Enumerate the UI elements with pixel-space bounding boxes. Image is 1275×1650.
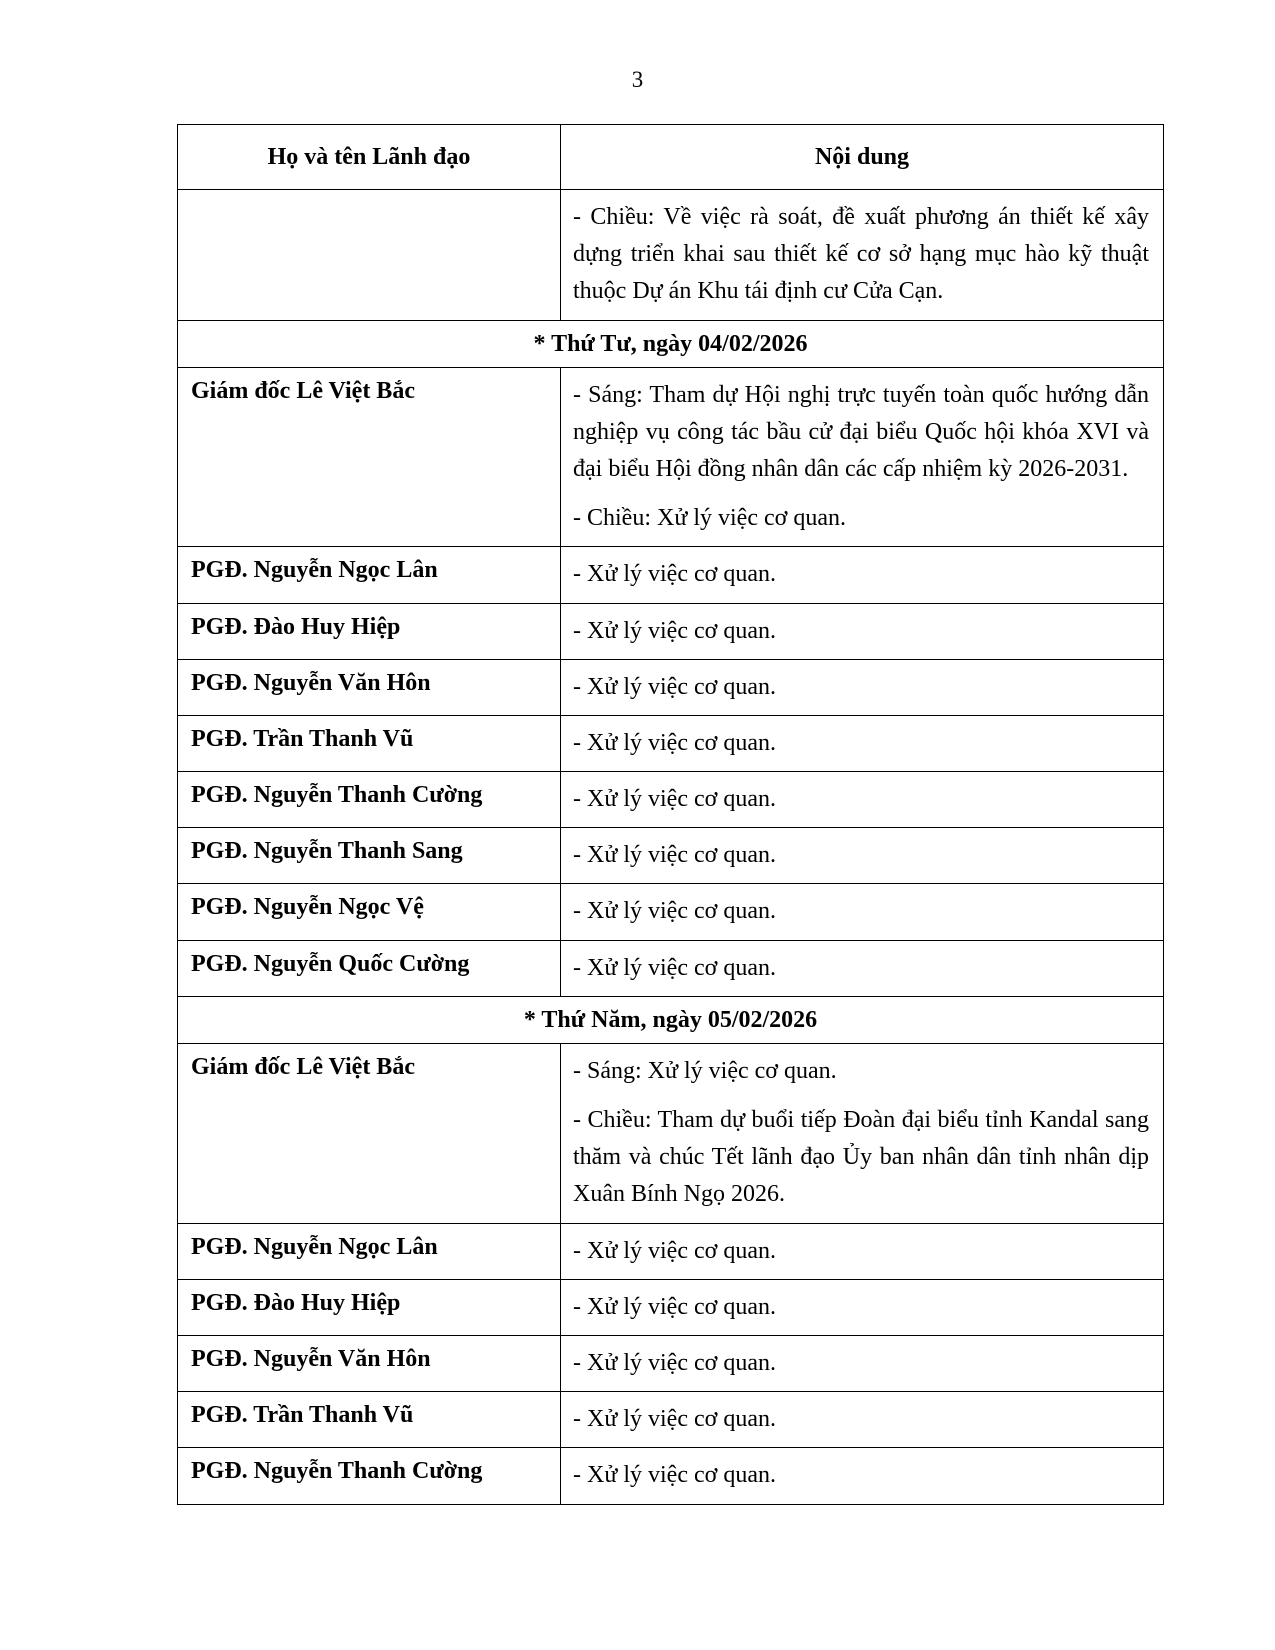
content-cell [561,940,1164,996]
schedule-table-body [178,190,1164,1505]
table-row [178,884,1164,940]
leader-name-cell: PGĐ. Nguyễn Thanh Sang [178,828,561,884]
leader-name-cell: PGĐ. Đào Huy Hiệp [178,603,561,659]
schedule-item: - Sáng: Tham dự Hội nghị trực tuyến toàn quốc hướng dẫn nghiệp vụ công tác bầu cử đại biểu Quốc hội khóa XVI và đại biểu Hội đồng nhân dân các cấp nhiệm kỳ 2026-2031. [573,381,1149,482]
content-cell [561,715,1164,771]
schedule-item: - Xử lý việc cơ quan. [573,786,776,813]
table-row [178,1448,1164,1504]
schedule-item: - Xử lý việc cơ quan. [573,842,776,869]
page-number: 3 [631,67,644,92]
schedule-item: - Xử lý việc cơ quan. [573,617,776,644]
content-cell [561,1335,1164,1391]
table-row [178,659,1164,715]
date-section-header: * Thứ Năm, ngày 05/02/2026 [178,996,1164,1043]
content-cell [561,1392,1164,1448]
schedule-item: - Chiều: Tham dự buổi tiếp Đoàn đại biểu tỉnh Kandal sang thăm và chúc Tết lãnh đạo Ủy ban nhân dân tỉnh nhân dịp Xuân Bính Ngọ 2026. [573,1107,1149,1208]
schedule-item: - Xử lý việc cơ quan. [573,1349,776,1376]
table-row [178,772,1164,828]
table-row [178,828,1164,884]
content-cell [561,1223,1164,1279]
content-cell [561,603,1164,659]
leader-name-cell: PGĐ. Nguyễn Văn Hôn [178,1335,561,1391]
schedule-item: - Xử lý việc cơ quan. [573,1237,776,1264]
table-header-row [178,125,1164,190]
table-row [178,1392,1164,1448]
table-row [178,1279,1164,1335]
content-cell [561,884,1164,940]
content-cell [561,190,1164,321]
leader-name-cell: PGĐ. Trần Thanh Vũ [178,715,561,771]
schedule-item: - Chiều: Xử lý việc cơ quan. [573,505,846,532]
schedule-item: - Xử lý việc cơ quan. [573,673,776,700]
date-section-header: * Thứ Tư, ngày 04/02/2026 [178,320,1164,367]
content-cell [561,772,1164,828]
schedule-item: - Xử lý việc cơ quan. [573,1293,776,1320]
content-cell [561,659,1164,715]
schedule-item: - Chiều: Về việc rà soát, đề xuất phương án thiết kế xây dựng triển khai sau thiết kế cơ sở hạng mục hào kỹ thuật thuộc Dự án Khu tái định cư Cửa Cạn. [573,204,1149,305]
schedule-table [177,124,1164,1505]
leader-name-cell: Giám đốc Lê Việt Bắc [178,1043,561,1223]
schedule-item: - Xử lý việc cơ quan. [573,954,776,981]
table-row [178,940,1164,996]
content-cell [561,547,1164,603]
leader-name-cell: PGĐ. Nguyễn Thanh Cường [178,1448,561,1504]
leader-name-cell: PGĐ. Nguyễn Văn Hôn [178,659,561,715]
content-cell [561,828,1164,884]
column-header-content: Nội dung [561,125,1164,190]
column-header-leader-name: Họ và tên Lãnh đạo [178,125,561,190]
schedule-item: - Sáng: Xử lý việc cơ quan. [573,1057,837,1084]
schedule-item: - Xử lý việc cơ quan. [573,561,776,588]
leader-name-cell: Giám đốc Lê Việt Bắc [178,367,561,547]
table-row [178,715,1164,771]
schedule-item: - Xử lý việc cơ quan. [573,1406,776,1433]
table-row [178,1335,1164,1391]
content-cell [561,1448,1164,1504]
schedule-item: - Xử lý việc cơ quan. [573,729,776,756]
leader-name-cell [178,190,561,321]
table-row [178,547,1164,603]
date-section-row [178,320,1164,367]
leader-name-cell: PGĐ. Đào Huy Hiệp [178,1279,561,1335]
leader-name-cell: PGĐ. Nguyễn Ngọc Vệ [178,884,561,940]
table-row [178,367,1164,547]
leader-name-cell: PGĐ. Nguyễn Ngọc Lân [178,1223,561,1279]
content-cell [561,1279,1164,1335]
date-section-row [178,996,1164,1043]
leader-name-cell: PGĐ. Nguyễn Ngọc Lân [178,547,561,603]
leader-name-cell: PGĐ. Nguyễn Quốc Cường [178,940,561,996]
leader-name-cell: PGĐ. Nguyễn Thanh Cường [178,772,561,828]
content-cell [561,367,1164,547]
table-row [178,603,1164,659]
schedule-item: - Xử lý việc cơ quan. [573,898,776,925]
table-row [178,190,1164,321]
schedule-item: - Xử lý việc cơ quan. [573,1462,776,1489]
leader-name-cell: PGĐ. Trần Thanh Vũ [178,1392,561,1448]
table-row [178,1043,1164,1223]
content-cell [561,1043,1164,1223]
table-row [178,1223,1164,1279]
